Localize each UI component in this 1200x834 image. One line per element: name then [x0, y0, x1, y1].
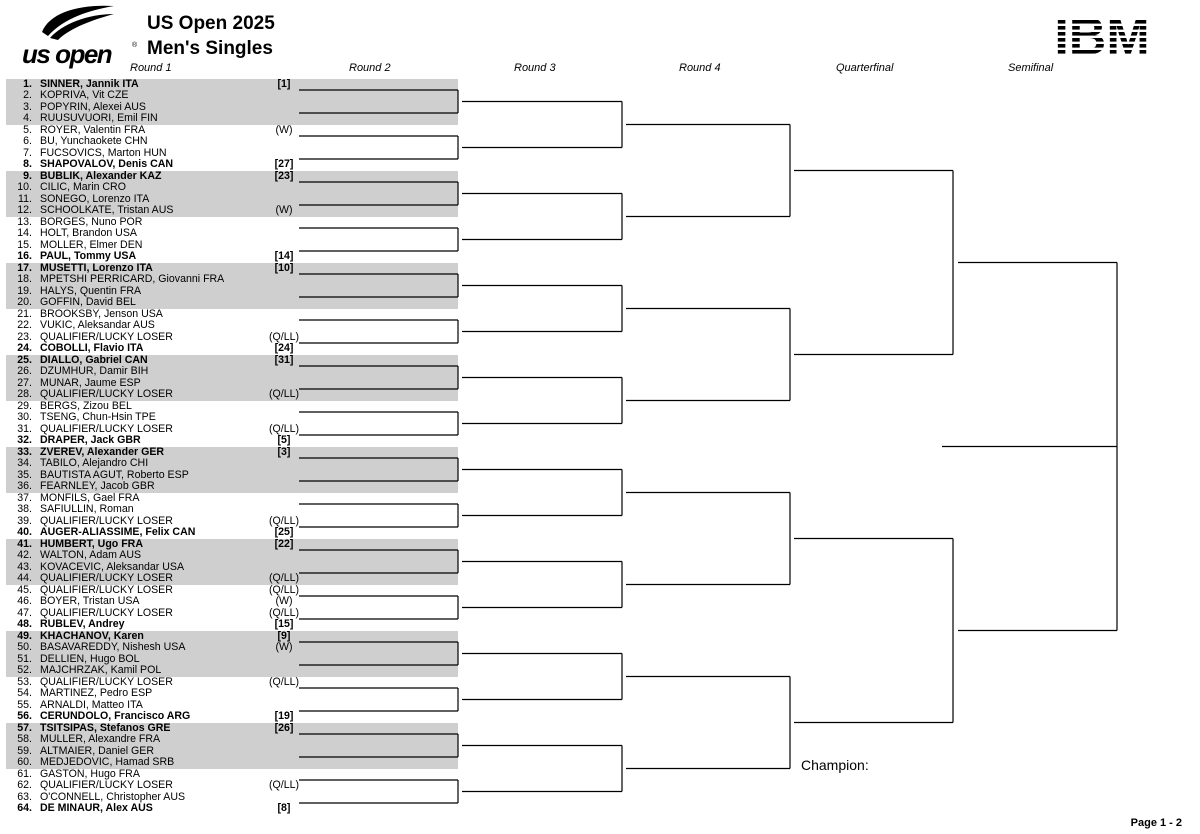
entry-number: 40.: [17, 526, 32, 538]
entry-number: 5.: [23, 123, 32, 136]
player-name: DIALLO, Gabriel CAN: [40, 353, 148, 366]
player-name: MONFILS, Gael FRA: [40, 491, 140, 504]
seed-tag: [15]: [274, 618, 294, 630]
player-name: SCHOOLKATE, Tristan AUS: [40, 204, 174, 216]
entry-number: 59.: [17, 744, 32, 757]
entry-number: 32.: [17, 434, 32, 446]
player-name: BROOKSBY, Jenson USA: [40, 307, 163, 320]
round-4-label: Round 4: [679, 62, 721, 74]
entry-number: 49.: [17, 629, 32, 642]
entry-number: 36.: [17, 480, 32, 492]
player-name: SONEGO, Lorenzo ITA: [40, 192, 150, 205]
player-name: BAUTISTA AGUT, Roberto ESP: [40, 468, 189, 481]
player-name: MUSETTI, Lorenzo ITA: [40, 261, 153, 274]
page-title: US Open 2025: [147, 13, 275, 34]
entry-number: 27.: [17, 376, 32, 389]
player-name: SAFIULLIN, Roman: [40, 503, 134, 515]
entry-number: 64.: [17, 802, 32, 814]
entry-number: 33.: [17, 445, 32, 458]
registered-mark: ®: [132, 42, 138, 49]
entry-number: 1.: [23, 77, 32, 90]
player-name: QUALIFIER/LUCKY LOSER: [40, 388, 173, 400]
player-name: TSITSIPAS, Stefanos GRE: [40, 721, 171, 734]
player-name: HOLT, Brandon USA: [40, 227, 137, 239]
seed-tag: [24]: [274, 342, 294, 354]
seed-tag: (Q/LL): [268, 422, 300, 435]
player-name: QUALIFIER/LUCKY LOSER: [40, 779, 173, 791]
entry-number: 44.: [17, 572, 32, 584]
seed-tag: (Q/LL): [268, 583, 300, 596]
entry-number: 16.: [17, 250, 32, 262]
entry-number: 30.: [17, 411, 32, 423]
entry-number: 6.: [23, 135, 32, 147]
entry-number: 15.: [17, 238, 32, 251]
player-name: TABILO, Alejandro CHI: [40, 457, 149, 469]
entry-number: 8.: [23, 158, 32, 170]
seed-tag: [10]: [274, 261, 294, 274]
player-name: QUALIFIER/LUCKY LOSER: [40, 606, 173, 619]
entry-number: 58.: [17, 733, 32, 745]
entry-number: 28.: [17, 388, 32, 400]
player-name: FUCSOVICS, Marton HUN: [40, 146, 167, 159]
entry-number: 17.: [17, 261, 32, 274]
champion-label: Champion:: [801, 757, 869, 773]
player-name: KOPRIVA, Vit CZE: [40, 89, 129, 101]
player-name: DZUMHUR, Damir BIH: [40, 365, 149, 377]
player-name: RUBLEV, Andrey: [40, 618, 125, 630]
seed-tag: (Q/LL): [268, 514, 300, 527]
player-name: MAJCHRZAK, Kamil POL: [40, 664, 162, 676]
player-name: DELLIEN, Hugo BOL: [40, 652, 140, 665]
entry-number: 19.: [17, 284, 32, 297]
ibm-wordmark: IBM: [1054, 14, 1150, 58]
entry-number: 39.: [17, 514, 32, 527]
player-name: QUALIFIER/LUCKY LOSER: [40, 675, 173, 688]
player-name: DE MINAUR, Alex AUS: [40, 802, 153, 814]
seed-tag: [22]: [274, 537, 294, 550]
seed-tag: [1]: [277, 77, 291, 90]
player-name: MEDJEDOVIC, Hamad SRB: [40, 756, 175, 768]
entry-number: 45.: [17, 583, 32, 596]
player-name: DRAPER, Jack GBR: [40, 434, 141, 446]
player-name: RUUSUVUORI, Emil FIN: [40, 112, 158, 124]
entry-number: 48.: [17, 618, 32, 630]
entry-number: 34.: [17, 457, 32, 469]
player-name: BOYER, Tristan USA: [40, 595, 140, 607]
entry-number: 37.: [17, 491, 32, 504]
player-name: QUALIFIER/LUCKY LOSER: [40, 514, 173, 527]
entry-number: 38.: [17, 503, 32, 515]
entry-number: 13.: [17, 215, 32, 228]
seed-tag: [8]: [277, 802, 291, 814]
player-name: MPETSHI PERRICARD, Giovanni FRA: [40, 273, 225, 285]
player-name: ZVEREV, Alexander GER: [40, 445, 165, 458]
player-name: SHAPOVALOV, Denis CAN: [40, 158, 174, 170]
entry-number: 22.: [17, 319, 32, 331]
page-subtitle: Men's Singles: [147, 38, 273, 59]
entry-number: 2.: [23, 89, 32, 101]
entry-number: 54.: [17, 687, 32, 699]
entry-number: 29.: [17, 399, 32, 412]
entry-number: 7.: [23, 146, 32, 159]
entry-number: 14.: [17, 227, 32, 239]
entry-number: 10.: [17, 181, 32, 193]
seed-tag: (Q/LL): [268, 572, 300, 584]
player-name: QUALIFIER/LUCKY LOSER: [40, 572, 173, 584]
player-name: BUBLIK, Alexander KAZ: [40, 169, 162, 182]
player-name: TSENG, Chun-Hsin TPE: [40, 411, 156, 423]
page-number: Page 1 - 2: [1130, 817, 1182, 829]
player-name: VUKIC, Aleksandar AUS: [40, 319, 155, 331]
entry-number: 43.: [17, 560, 32, 573]
seed-tag: [5]: [277, 434, 291, 446]
seed-tag: [19]: [274, 710, 294, 722]
seed-tag: (W): [275, 204, 293, 216]
player-name: CILIC, Marin CRO: [40, 181, 126, 193]
player-name: SINNER, Jannik ITA: [40, 77, 139, 90]
seed-tag: [31]: [274, 353, 294, 366]
player-name: KOVACEVIC, Aleksandar USA: [40, 560, 185, 573]
seed-tag: [26]: [274, 721, 294, 734]
entry-number: 3.: [23, 100, 32, 113]
entry-number: 41.: [17, 537, 32, 550]
seed-tag: [14]: [274, 250, 294, 262]
entry-number: 4.: [23, 112, 32, 124]
player-name: QUALIFIER/LUCKY LOSER: [40, 330, 173, 343]
player-name: GOFFIN, David BEL: [40, 296, 136, 308]
quarterfinal-label: Quarterfinal: [836, 62, 894, 74]
entry-number: 47.: [17, 606, 32, 619]
player-name: BASAVAREDDY, Nishesh USA: [40, 641, 186, 653]
player-name: ROYER, Valentin FRA: [40, 123, 146, 136]
entry-number: 24.: [17, 342, 32, 354]
round-1-label: Round 1: [130, 62, 172, 74]
player-name: QUALIFIER/LUCKY LOSER: [40, 583, 173, 596]
player-name: HUMBERT, Ugo FRA: [40, 537, 143, 550]
entry-number: 55.: [17, 698, 32, 711]
entry-number: 21.: [17, 307, 32, 320]
entry-number: 18.: [17, 273, 32, 285]
seed-tag: (Q/LL): [268, 330, 300, 343]
player-name: AUGER-ALIASSIME, Felix CAN: [40, 526, 196, 538]
player-name: GASTON, Hugo FRA: [40, 767, 140, 780]
player-name: CERUNDOLO, Francisco ARG: [40, 710, 191, 722]
entry-number: 9.: [23, 169, 32, 182]
seed-tag: [9]: [277, 629, 291, 642]
player-name: ARNALDI, Matteo ITA: [40, 698, 143, 711]
entry-number: 51.: [17, 652, 32, 665]
player-name: FEARNLEY, Jacob GBR: [40, 480, 155, 492]
seed-tag: (Q/LL): [268, 388, 300, 400]
entry-number: 63.: [17, 790, 32, 803]
round-2-label: Round 2: [349, 62, 391, 74]
entry-number: 23.: [17, 330, 32, 343]
player-name: POPYRIN, Alexei AUS: [40, 100, 146, 113]
player-name: MUNAR, Jaume ESP: [40, 376, 141, 389]
entry-number: 35.: [17, 468, 32, 481]
entry-number: 50.: [17, 641, 32, 653]
player-name: QUALIFIER/LUCKY LOSER: [40, 422, 173, 435]
player-name: BORGES, Nuno POR: [40, 215, 143, 228]
entry-number: 52.: [17, 664, 32, 676]
player-name: ALTMAIER, Daniel GER: [40, 744, 155, 757]
seed-tag: [23]: [274, 169, 294, 182]
player-name: WALTON, Adam AUS: [40, 549, 142, 561]
entry-number: 25.: [17, 353, 32, 366]
player-name: BERGS, Zizou BEL: [40, 399, 132, 412]
seed-tag: [27]: [274, 158, 294, 170]
player-name: MOLLER, Elmer DEN: [40, 238, 143, 251]
player-name: BU, Yunchaokete CHN: [40, 135, 148, 147]
entry-number: 42.: [17, 549, 32, 561]
entry-number: 62.: [17, 779, 32, 791]
entry-number: 46.: [17, 595, 32, 607]
entry-number: 60.: [17, 756, 32, 768]
seed-tag: (W): [275, 123, 293, 136]
entry-number: 56.: [17, 710, 32, 722]
player-name: MARTINEZ, Pedro ESP: [40, 687, 153, 699]
entry-number: 26.: [17, 365, 32, 377]
seed-tag: (W): [275, 595, 293, 607]
seed-tag: [25]: [274, 526, 294, 538]
seed-tag: (Q/LL): [268, 675, 300, 688]
entry-number: 11.: [18, 192, 32, 205]
entry-number: 57.: [17, 721, 32, 734]
seed-tag: (Q/LL): [268, 606, 300, 619]
semifinal-label: Semifinal: [1008, 62, 1054, 74]
entry-number: 31.: [17, 422, 32, 435]
player-name: COBOLLI, Flavio ITA: [40, 342, 144, 354]
round-3-label: Round 3: [514, 62, 556, 74]
entry-number: 20.: [17, 296, 32, 308]
logo-wordmark: us open: [22, 39, 112, 69]
player-name: KHACHANOV, Karen: [40, 629, 144, 642]
entry-number: 12.: [17, 204, 32, 216]
entry-number: 53.: [17, 675, 32, 688]
player-name: HALYS, Quentin FRA: [40, 284, 142, 297]
player-name: MULLER, Alexandre FRA: [40, 733, 161, 745]
player-name: PAUL, Tommy USA: [40, 250, 137, 262]
seed-tag: [3]: [277, 445, 291, 458]
seed-tag: (W): [275, 641, 293, 653]
entry-number: 61.: [17, 767, 32, 780]
seed-tag: (Q/LL): [268, 779, 300, 791]
player-name: O'CONNELL, Christopher AUS: [40, 790, 186, 803]
